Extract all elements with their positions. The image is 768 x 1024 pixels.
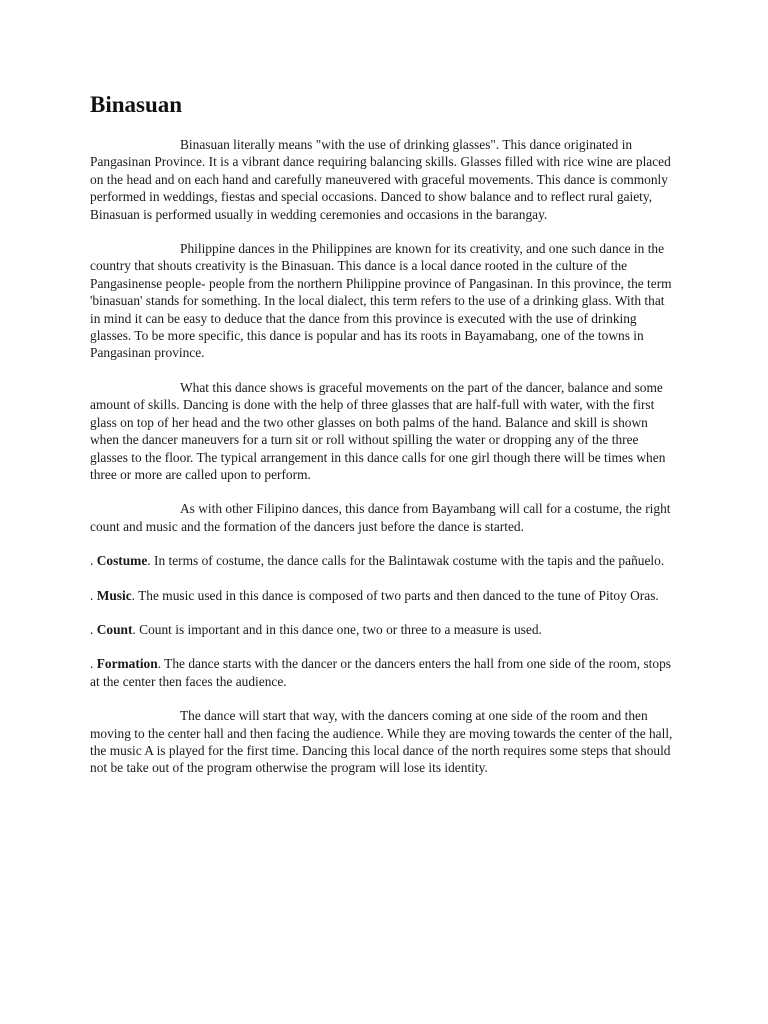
item-text: . Count is important and in this dance one, two or three to a measure is used. xyxy=(132,621,542,637)
document-title: Binasuan xyxy=(90,92,183,117)
item-term: Costume xyxy=(96,553,148,569)
item-music xyxy=(90,587,675,604)
paragraph-meaning: Binasuan literally means "with the use of drinking glasses". This dance originated in Pangasinan Province. It is a vibrant dance requiring balancing skills. Glasses filled with rice wine are placed on the head and on each hand and carefully maneuvered with graceful movements. This dance is commonly performed in weddings, fiestas and special occasions. Danced to show balance and to reflect rural gaiety, Binasuan is performed usually in wedding ceremonies and occasions in the barangay. xyxy=(90,137,671,222)
item-term: Formation xyxy=(96,656,158,672)
item-term: Music xyxy=(96,587,132,603)
paragraph-closing: The dance will start that way, with the dancers coming at one side of the room and then moving to the center hall and then facing the audience. While they are moving towards the center of the hall, the music A is played for the first time. Dancing this local dance of the north requires some steps that should not be take out of the program otherwise the program will lose its identity. xyxy=(90,708,673,776)
item-text: . The dance starts with the dancer or the dancers enters the hall from one side of the room, stops at the center then faces the audience. xyxy=(90,656,671,689)
item-text: . In terms of costume, the dance calls for the Balintawak costume with the tapis and the pañuelo. xyxy=(147,553,665,569)
item-term: Count xyxy=(96,621,133,637)
item-costume xyxy=(90,552,675,569)
paragraph-requirements: As with other Filipino dances, this dance from Bayambang will call for a costume, the right count and music and the formation of the dancers just before the dance is started. xyxy=(90,501,671,534)
item-prefix: . xyxy=(90,553,97,569)
item-formation xyxy=(90,655,675,690)
item-prefix: . xyxy=(90,587,97,603)
paragraph-origin: Philippine dances in the Philippines are known for its creativity, and one such dance in the country that shouts creativity is the Binasuan. This dance is a local dance rooted in the culture of the Pangasinense people- people from the northern Philippine province of Pangasinan. In this province, the term 'binasuan' stands for something. In the local dialect, this term refers to the use of a drinking glass. With that in mind it can be easy to deduce that the dance from this province is executed with the use of drinking glasses. To be more specific, this dance is popular and has its roots in Bayamabang, one of the towns in Pangasinan province. xyxy=(90,241,672,361)
paragraph-movements: What this dance shows is graceful movements on the part of the dancer, balance and some amount of skills. Dancing is done with the help of three glasses that are half-full with water, with the first glass on top of her head and the two other glasses on both palms of the hand. Balance and skill is shown when the dancer maneuvers for a turn sit or roll without spilling the water or dropping any of the three glasses to the floor. The typical arrangement in this dance calls for one girl though there will be times when three or more are called upon to perform. xyxy=(90,379,666,482)
item-prefix: . xyxy=(90,656,97,672)
document-page xyxy=(90,90,675,794)
item-text: . The music used in this dance is composed of two parts and then danced to the tune of Pitoy Oras. xyxy=(131,587,659,603)
item-prefix: . xyxy=(90,621,97,637)
item-count xyxy=(90,621,675,638)
